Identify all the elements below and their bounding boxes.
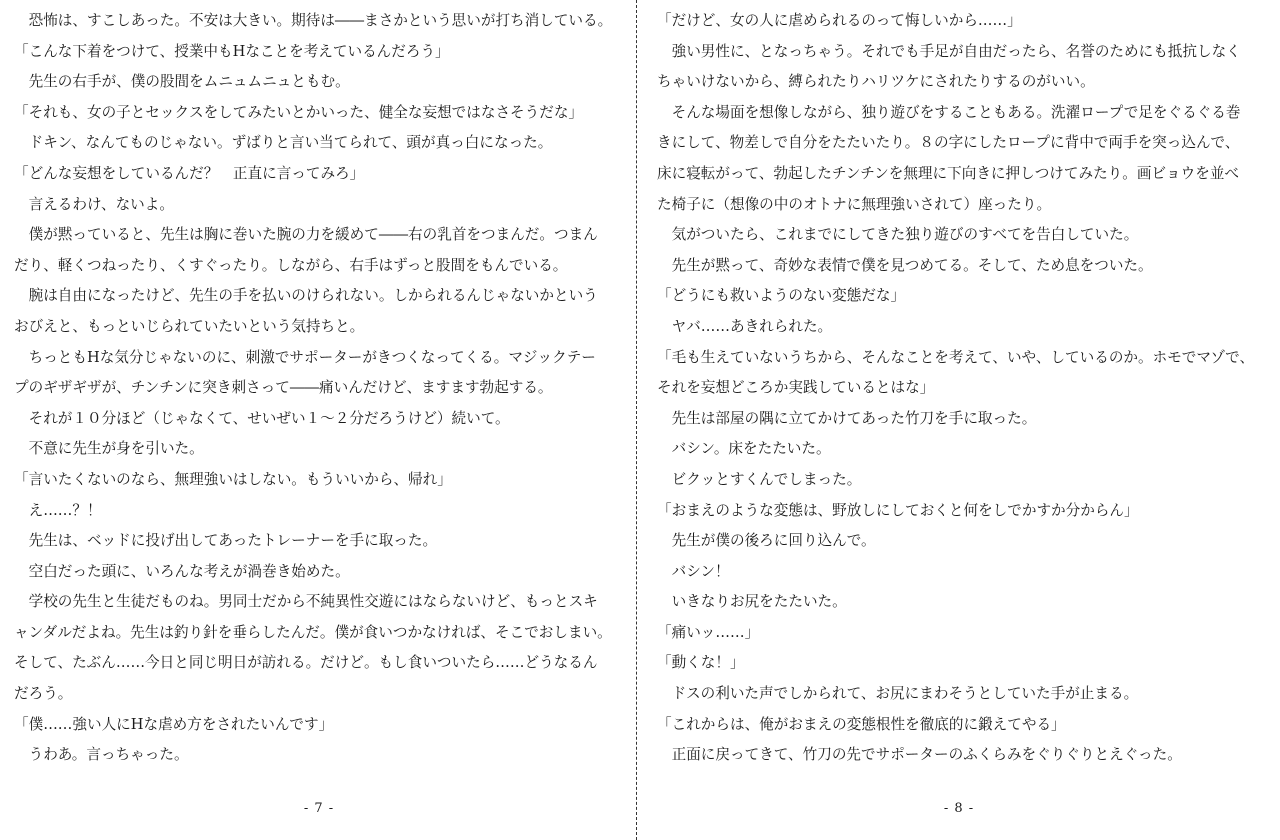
text-line: いきなりお尻をたたいた。	[657, 593, 847, 611]
text-line: バシン。床をたたいた。	[657, 440, 831, 458]
text-line: 空白だった頭に、いろんな考えが渦巻き始めた。	[14, 562, 350, 580]
text-line: 床に寝転がって、勃起したチンチンを無理に下向きに押しつけてみたり。画ビョウを並べ	[657, 164, 1240, 182]
text-line: 「どうにも救いようのない変態だな」	[657, 287, 906, 305]
text-line: 「おまえのような変態は、野放しにしておくと何をしでかすか分からん」	[657, 501, 1139, 519]
text-line: バシン！	[657, 562, 730, 580]
text-line: 「動くな！」	[657, 654, 745, 672]
right-page-text	[657, 6, 1261, 771]
page-number: - 8 -	[943, 801, 975, 816]
text-line: 「毛も生えていないうちから、そんなことを考えて、いや、しているのか。ホモでマゾで、	[657, 348, 1255, 366]
text-line: ャンダルだよね。先生は釣り針を垂らしたんだ。僕が食いつかなければ、そこでおしまい。	[14, 623, 612, 641]
text-line: ドキン、なんてものじゃない。ずばりと言い当てられて、頭が真っ白になった。	[14, 134, 553, 152]
text-line: ヤバ……あきれられた。	[657, 317, 833, 335]
text-line: た椅子に（想像の中のオトナに無理強いされて）座ったり。	[657, 195, 1052, 213]
text-line: きにして、物差しで自分をたたいたり。８の字にしたロープに背中で両手を突っ込んで、	[657, 134, 1240, 152]
text-line: 「痛いッ……」	[657, 623, 760, 641]
text-line: 「だけど、女の人に虐められるのって悔しいから……」	[657, 12, 1022, 29]
text-line: 先生の右手が、僕の股間をムニュムニュともむ。	[14, 73, 350, 91]
text-line: それを妄想どころか実践しているとはな」	[657, 379, 935, 397]
text-line: 「これからは、俺がおまえの変態根性を徹底的に鍛えてやる」	[657, 715, 1066, 733]
text-line: そして、たぶん……今日と同じ明日が訪れる。だけど。もし食いついたら……どうなるん	[14, 654, 598, 672]
text-line: プのギザギザが、チンチンに突き刺さって――痛いんだけど、ますます勃起する。	[14, 379, 553, 397]
text-line: 腕は自由になったけど、先生の手を払いのけられない。しかられるんじゃないかという	[14, 287, 598, 305]
text-line: え……？！	[14, 501, 102, 519]
page-number: - 7 -	[303, 801, 335, 816]
text-line: そんな場面を想像しながら、独り遊びをすることもある。洗濯ロープで足をぐるぐる巻	[657, 103, 1241, 121]
text-line: だろう。	[14, 685, 73, 703]
text-line: 不意に先生が身を引いた。	[14, 440, 204, 458]
text-line: おびえと、もっといじられていたいという気持ちと。	[14, 317, 365, 335]
text-line: 正面に戻ってきて、竹刀の先でサポーターのふくらみをぐりぐりとえぐった。	[657, 746, 1182, 764]
text-line: 「僕……強い人にHな虐め方をされたいんです」	[14, 715, 334, 733]
text-line: ビクッとすくんでしまった。	[657, 470, 862, 488]
text-line: 先生は、ベッドに投げ出してあったトレーナーを手に取った。	[14, 532, 438, 550]
text-line: それが１０分ほど（じゃなくて、せいぜい１～２分だろうけど）続いて。	[14, 409, 510, 427]
text-line: 気がついたら、これまでにしてきた独り遊びのすべてを告白していた。	[657, 226, 1139, 244]
page-divider	[636, 0, 637, 840]
right-page	[657, 0, 1261, 840]
text-line: 言えるわけ、ないよ。	[14, 195, 174, 213]
text-line: 「どんな妄想をしているんだ？ 正直に言ってみろ」	[14, 164, 365, 182]
text-line: 先生は部屋の隅に立てかけてあった竹刀を手に取った。	[657, 409, 1037, 427]
text-line: ちゃいけないから、縛られたりハリツケにされたりするのがいい。	[657, 73, 1095, 91]
text-line: 先生が黙って、奇妙な表情で僕を見つめてる。そして、ため息をついた。	[657, 256, 1153, 274]
text-line: ドスの利いた声でしかられて、お尻にまわそうとしていた手が止まる。	[657, 685, 1139, 703]
text-line: 先生が僕の後ろに回り込んで。	[657, 532, 876, 550]
text-line: 「それも、女の子とセックスをしてみたいとかいった、健全な妄想ではなさそうだな」	[14, 103, 584, 121]
text-line: 強い男性に、となっちゃう。それでも手足が自由だったら、名誉のためにも抵抗しなく	[657, 42, 1241, 60]
left-page-text	[14, 6, 624, 771]
text-line: 学校の先生と生徒だものね。男同士だから不純異性交遊にはならないけど、もっとスキ	[14, 593, 598, 611]
text-line: 恐怖は、すこしあった。不安は大きい。期待は――まさかという思いが打ち消している。	[14, 12, 613, 29]
left-page	[14, 0, 624, 840]
text-line: だり、軽くつねったり、くすぐったり。しながら、右手はずっと股間をもんでいる。	[14, 256, 568, 274]
text-line: 僕が黙っていると、先生は胸に巻いた腕の力を緩めて――右の乳首をつまんだ。つまん	[14, 226, 598, 244]
text-line: ちっともHな気分じゃないのに、刺激でサポーターがきつくなってくる。マジックテー	[14, 348, 596, 366]
text-line: 「こんな下着をつけて、授業中もHなことを考えているんだろう」	[14, 42, 450, 60]
text-line: 「言いたくないのなら、無理強いはしない。もういいから、帰れ」	[14, 470, 452, 488]
text-line: うわあ。言っちゃった。	[14, 746, 189, 764]
